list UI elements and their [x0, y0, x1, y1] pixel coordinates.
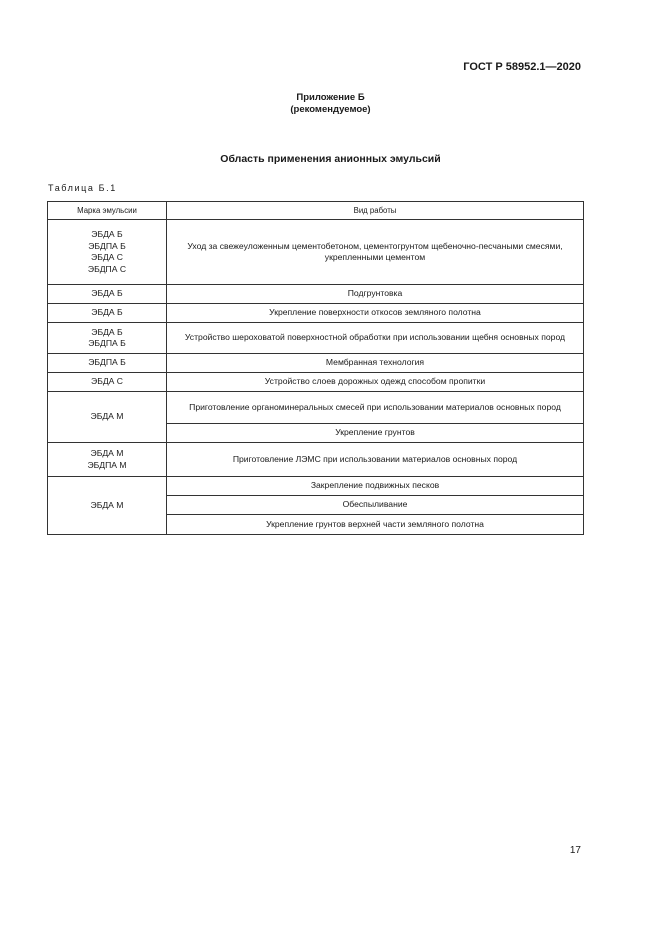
brand-name: ЭБДА С — [91, 252, 123, 262]
brand-name: ЭБДПА Б — [88, 338, 126, 348]
brand-cell — [48, 373, 167, 392]
work-cell: Устройство шероховатой поверхностной обработки при использовании щебня основных пород — [167, 323, 584, 354]
brand-cell — [48, 477, 167, 535]
work-cell: Обеспыливание — [167, 496, 584, 515]
work-cell: Устройство слоев дорожных одежд способом пропитки — [167, 373, 584, 392]
work-cell: Укрепление поверхности откосов земляного полотна — [167, 304, 584, 323]
table-row — [48, 220, 584, 285]
column-header-work: Вид работы — [167, 202, 584, 220]
annex-title: Приложение Б — [296, 92, 365, 103]
brand-name: ЭБДА Б — [91, 307, 123, 318]
brand-cell — [48, 392, 167, 443]
work-cell: Закрепление подвижных песков — [167, 477, 584, 496]
column-header-brand: Марка эмульсии — [48, 202, 167, 220]
table-label: Таблица Б.1 — [48, 183, 117, 193]
brand-name: ЭБДА Б — [91, 288, 123, 299]
work-cell: Приготовление органоминеральных смесей при использовании материалов основных пород — [167, 392, 584, 424]
brand-name: ЭБДПА Б — [88, 357, 126, 368]
work-cell: Уход за свежеуложенным цементобетоном, цементогрунтом щебеночно-песчаными смесями, укрепленными цементом — [167, 220, 584, 285]
table-body — [48, 220, 584, 535]
brand-cell — [48, 323, 167, 354]
emulsion-table — [47, 201, 584, 535]
table-row — [48, 373, 584, 392]
document-code: ГОСТ Р 58952.1—2020 — [463, 61, 581, 73]
section-title: Область применения анионных эмульсий — [220, 153, 441, 165]
brand-cell — [48, 354, 167, 373]
brand-name: ЭБДА Б — [91, 229, 123, 239]
brand-name: ЭБДА М — [90, 499, 124, 510]
table-row — [48, 443, 584, 477]
brand-cell — [48, 220, 167, 285]
brand-cell — [48, 285, 167, 304]
table-row — [48, 354, 584, 373]
brand-name: ЭБДА М — [90, 411, 124, 422]
annex-heading — [0, 92, 661, 116]
work-cell: Приготовление ЛЭМС при использовании материалов основных пород — [167, 443, 584, 477]
brand-name: ЭБДПА Б — [88, 240, 126, 251]
brand-cell — [48, 443, 167, 477]
table-header-row — [48, 202, 584, 220]
work-cell: Укрепление грунтов — [167, 424, 584, 443]
work-cell: Подгрунтовка — [167, 285, 584, 304]
table-row — [48, 285, 584, 304]
page-number: 17 — [569, 845, 581, 856]
table-row — [48, 304, 584, 323]
brand-name: ЭБДА С — [91, 376, 123, 387]
brand-name: ЭБДА Б — [91, 326, 123, 337]
brand-cell — [48, 304, 167, 323]
brand-name: ЭБДПА С — [87, 263, 127, 274]
work-cell: Мембранная технология — [167, 354, 584, 373]
brand-name: ЭБДА М — [90, 448, 124, 458]
annex-subtitle: (рекомендуемое) — [290, 104, 371, 115]
table-row — [48, 392, 584, 424]
work-cell: Укрепление грунтов верхней части земляного полотна — [167, 515, 584, 535]
brand-name: ЭБДПА М — [87, 459, 127, 470]
table-row — [48, 323, 584, 354]
table-row — [48, 477, 584, 496]
